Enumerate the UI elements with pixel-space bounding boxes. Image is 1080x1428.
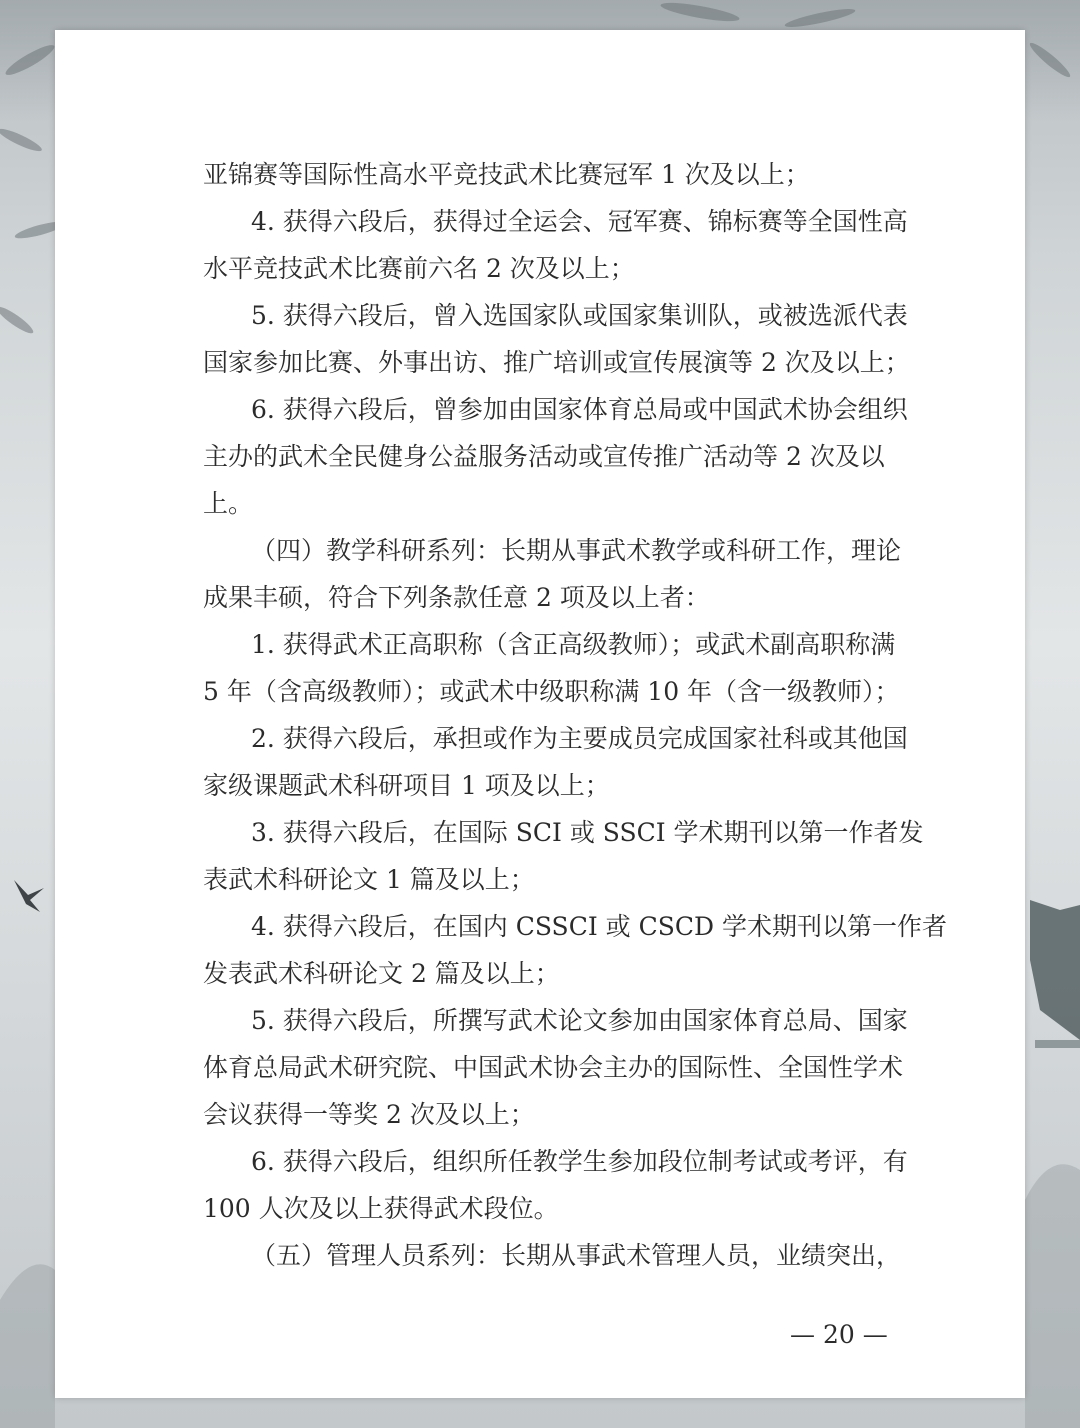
text-line: 亚锦赛等国际性高水平竞技武术比赛冠军 1 次及以上；: [203, 160, 810, 189]
text-line: 表武术科研论文 1 篇及以上；: [203, 865, 535, 894]
text-line: 100 人次及以上获得武术段位。: [203, 1194, 559, 1223]
text-line: 4. 获得六段后，获得过全运会、冠军赛、锦标赛等全国性高: [251, 207, 908, 236]
text-line: 5. 获得六段后，曾入选国家队或国家集训队，或被选派代表: [251, 301, 908, 330]
text-line: 国家参加比赛、外事出访、推广培训或宣传展演等 2 次及以上；: [203, 348, 910, 377]
text-line: 5 年（含高级教师）；或武术中级职称满 10 年（含一级教师）；: [203, 677, 900, 706]
text-line: 水平竞技武术比赛前六名 2 次及以上；: [203, 254, 635, 283]
text-line: 6. 获得六段后，组织所任教学生参加段位制考试或考评，有: [251, 1147, 908, 1176]
text-line: 会议获得一等奖 2 次及以上；: [203, 1100, 535, 1129]
text-line: 上。: [203, 489, 254, 518]
pavilion-roof-decoration: [1030, 900, 1080, 1048]
section-heading-line: （五）管理人员系列：长期从事武术管理人员，业绩突出，: [251, 1241, 902, 1270]
text-line: 发表武术科研论文 2 篇及以上；: [203, 959, 560, 988]
document-page: [55, 30, 1025, 1398]
text-line: 成果丰硕，符合下列条款任意 2 项及以上者：: [203, 583, 710, 612]
text-line: 3. 获得六段后，在国际 SCI 或 SSCI 学术期刊以第一作者发: [251, 818, 924, 847]
text-line: 6. 获得六段后，曾参加由国家体育总局或中国武术协会组织: [251, 395, 908, 424]
text-line: 主办的武术全民健身公益服务活动或宣传推广活动等 2 次及以: [203, 442, 885, 471]
page-number: — 20 —: [790, 1320, 888, 1349]
bird-icon: [14, 880, 44, 912]
text-line: 1. 获得武术正高职称（含正高级教师）；或武术副高职称满: [251, 630, 896, 659]
text-line: 2. 获得六段后，承担或作为主要成员完成国家社科或其他国: [251, 724, 908, 753]
section-heading-line: （四）教学科研系列：长期从事武术教学或科研工作，理论: [251, 536, 902, 565]
text-line: 体育总局武术研究院、中国武术协会主办的国际性、全国性学术: [203, 1053, 904, 1082]
text-line: 4. 获得六段后，在国内 CSSCI 或 CSCD 学术期刊以第一作者: [251, 912, 947, 941]
text-line: 5. 获得六段后，所撰写武术论文参加由国家体育总局、国家: [251, 1006, 908, 1035]
text-line: 家级课题武术科研项目 1 项及以上；: [203, 771, 610, 800]
